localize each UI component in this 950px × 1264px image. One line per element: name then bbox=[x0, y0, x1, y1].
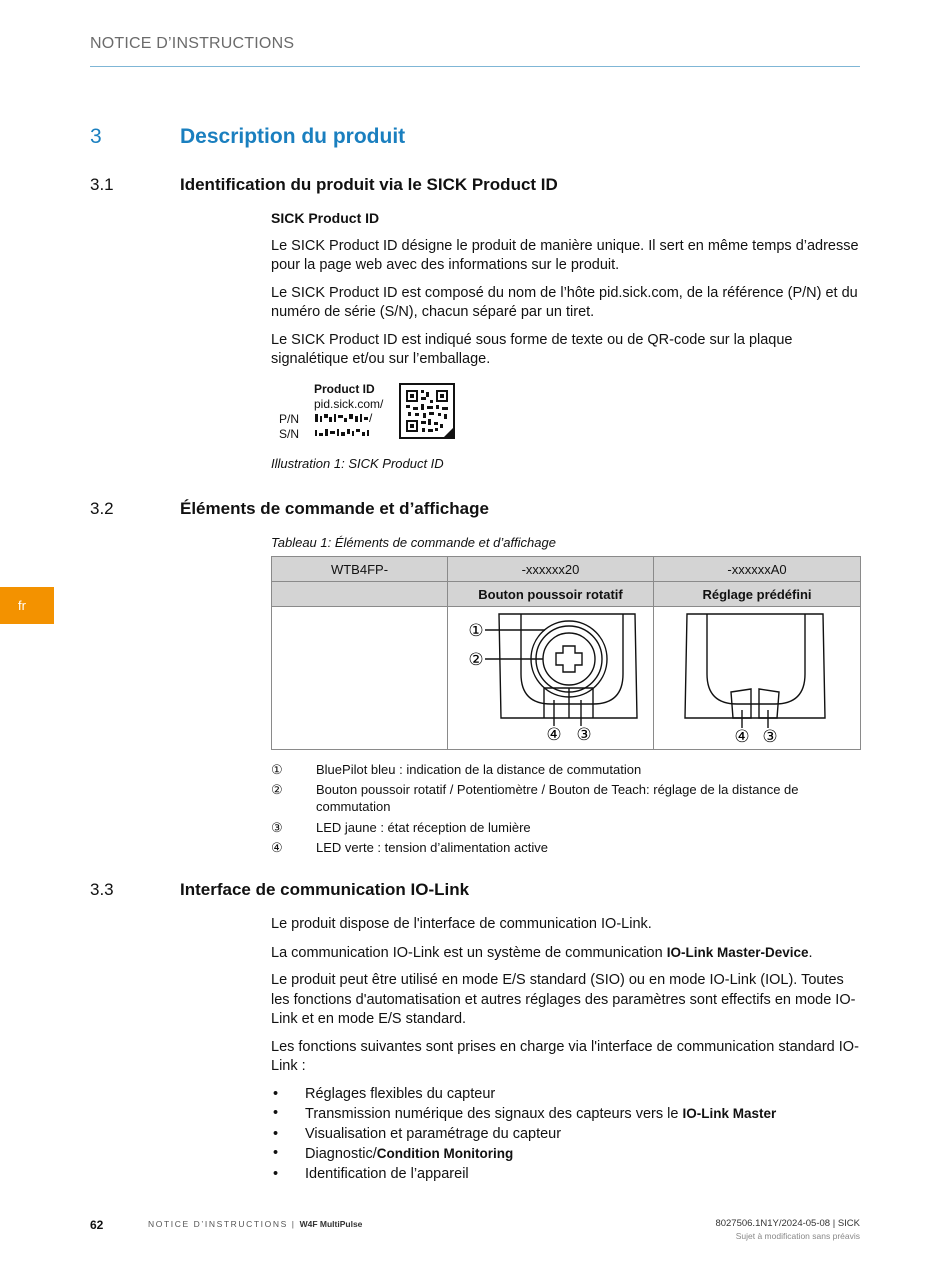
barcode-icon bbox=[314, 412, 394, 440]
footer-title-text: NOTICE D’INSTRUCTIONS | bbox=[148, 1219, 300, 1229]
paragraph: Le produit dispose de l'interface de communication IO-Link. bbox=[271, 916, 652, 932]
table-row bbox=[272, 607, 861, 750]
paragraph: Les fonctions suivantes sont prises en charge via l'interface de communication standard IO-Link : bbox=[271, 1038, 859, 1074]
legend-key: ① bbox=[271, 762, 283, 777]
list-item-text: Diagnostic/ bbox=[305, 1146, 377, 1162]
table-subheader-cell bbox=[272, 582, 448, 607]
qr-code-icon bbox=[399, 383, 455, 439]
preset-diagram bbox=[657, 608, 857, 746]
label-sn: S/N bbox=[279, 427, 300, 441]
emphasis: IO-Link Master bbox=[682, 1106, 777, 1121]
running-header: NOTICE D’INSTRUCTIONS bbox=[90, 35, 295, 52]
legend-key: ③ bbox=[271, 820, 283, 835]
callout-4: ④ bbox=[734, 726, 750, 746]
feature-list bbox=[271, 1085, 861, 1185]
table-cell-empty bbox=[272, 607, 448, 750]
footer-note: Sujet à modification sans préavis bbox=[735, 1231, 860, 1241]
table-header-cell: -xxxxxx20 bbox=[448, 557, 654, 582]
callout-2: ② bbox=[467, 649, 484, 670]
list-item: • Réglages flexibles du capteur bbox=[271, 1085, 861, 1105]
section-number: 3 bbox=[90, 125, 102, 148]
section-3-3-body bbox=[271, 915, 861, 1184]
subsection-title: Éléments de commande et d’affichage bbox=[180, 499, 489, 518]
paragraph: Le SICK Product ID est indiqué sous forme de texte ou de QR-code sur la plaque signalétique et/ou sur l’emballage. bbox=[271, 331, 793, 367]
legend-item bbox=[271, 781, 861, 817]
paragraph: Le SICK Product ID désigne le produit de manière unique. Il sert en même temps d’adresse pour la page web avec des informations sur le produit. bbox=[271, 237, 859, 273]
subsection-number: 3.2 bbox=[90, 499, 114, 518]
legend-item bbox=[271, 819, 861, 837]
legend-key: ④ bbox=[271, 840, 283, 855]
legend-text: LED jaune : état réception de lumière bbox=[316, 820, 531, 835]
table-subheader-row bbox=[272, 582, 861, 607]
table-header-row bbox=[272, 557, 861, 582]
callout-4: ④ bbox=[545, 724, 562, 745]
label-title: Product ID bbox=[314, 382, 375, 396]
callout-1: ① bbox=[467, 620, 484, 641]
legend-text: Bouton poussoir rotatif / Potentiomètre / Bouton de Teach: réglage de la distance de commutation bbox=[316, 782, 799, 814]
table-subheader-cell: Réglage prédéfini bbox=[654, 582, 861, 607]
list-item-text: Transmission numérique des signaux des capteurs vers le bbox=[305, 1106, 683, 1122]
callout-3: ③ bbox=[575, 724, 592, 745]
footer-doc-title bbox=[148, 1219, 362, 1229]
subheading: SICK Product ID bbox=[271, 210, 380, 226]
section-3-1-body bbox=[271, 209, 861, 378]
language-tab: fr bbox=[0, 587, 54, 624]
list-item: • Identification de l’appareil bbox=[271, 1165, 861, 1185]
subsection-number: 3.3 bbox=[90, 880, 114, 899]
list-item bbox=[271, 1104, 861, 1125]
subsection-number: 3.1 bbox=[90, 175, 114, 194]
list-item bbox=[271, 1144, 861, 1165]
paragraph: Le SICK Product ID est composé du nom de l’hôte pid.sick.com, de la référence (P/N) et du numéro de série (S/N), chacun séparé par un tiret. bbox=[271, 284, 858, 320]
page-number: 62 bbox=[90, 1218, 104, 1232]
label-pn: P/N bbox=[279, 412, 300, 426]
table-subheader-cell: Bouton poussoir rotatif bbox=[448, 582, 654, 607]
figure-caption: Illustration 1: SICK Product ID bbox=[271, 456, 444, 471]
product-id-label bbox=[271, 378, 461, 444]
subsection-title: Interface de communication IO-Link bbox=[180, 880, 470, 899]
subsection-title: Identification du produit via le SICK Product ID bbox=[180, 175, 558, 194]
table-cell-diagram bbox=[654, 607, 861, 750]
emphasis: IO-Link Master-Device bbox=[666, 944, 809, 960]
section-title: Description du produit bbox=[180, 125, 406, 148]
paragraph-text: La communication IO-Link est un système de communication bbox=[271, 944, 667, 961]
controls-table bbox=[271, 556, 861, 750]
legend-text: BluePilot bleu : indication de la distance de commutation bbox=[316, 762, 642, 777]
label-url: pid.sick.com/ bbox=[314, 397, 384, 411]
table-header-cell: WTB4FP- bbox=[272, 557, 448, 582]
paragraph-text: . bbox=[808, 944, 813, 961]
footer-reference: 8027506.1N1Y/2024-05-08 | SICK bbox=[715, 1218, 860, 1229]
table-caption: Tableau 1: Éléments de commande et d’affichage bbox=[271, 535, 556, 550]
callout-3: ③ bbox=[762, 726, 778, 746]
paragraph: Le produit peut être utilisé en mode E/S standard (SIO) ou en mode IO-Link (IOL). Toutes les fonctions d'automatisation et autres réglages des paramètres sont effectifs en mode IO-Link et en mode E/S standard. bbox=[271, 972, 856, 1027]
emphasis: Condition Monitoring bbox=[376, 1146, 514, 1161]
legend-item bbox=[271, 761, 861, 779]
list-item: • Visualisation et paramétrage du capteur bbox=[271, 1125, 861, 1145]
footer-product: W4F MultiPulse bbox=[299, 1219, 363, 1229]
rotary-knob-diagram bbox=[451, 608, 651, 746]
table-header-cell: -xxxxxxA0 bbox=[654, 557, 861, 582]
paragraph bbox=[271, 943, 861, 964]
svg-text:/: / bbox=[369, 412, 373, 425]
table-cell-diagram bbox=[448, 607, 654, 750]
legend-key: ② bbox=[271, 782, 283, 797]
legend-text: LED verte : tension d’alimentation active bbox=[316, 840, 548, 855]
header-rule bbox=[90, 66, 860, 67]
legend-item bbox=[271, 839, 861, 857]
